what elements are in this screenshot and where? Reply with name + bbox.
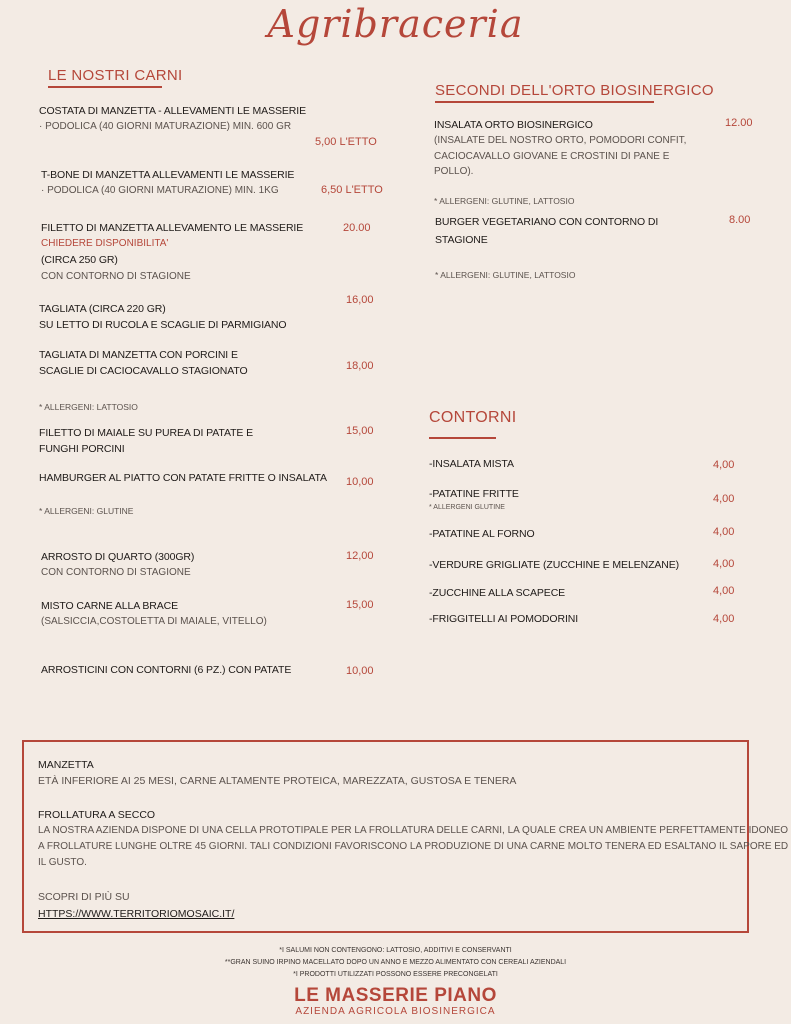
menu-item-price: 15,00 bbox=[346, 425, 374, 437]
allergen-note: * ALLERGENI GLUTINE bbox=[429, 504, 505, 511]
allergen-note: * ALLERGENI: GLUTINE, LATTOSIO bbox=[435, 270, 576, 280]
side-dish-price: 4,00 bbox=[713, 585, 735, 597]
menu-item-name: FILETTO DI MANZETTA ALLEVAMENTO LE MASSERIE bbox=[41, 222, 304, 234]
manzetta-title: MANZETTA bbox=[38, 759, 94, 771]
side-dish-price: 4,00 bbox=[713, 613, 735, 625]
menu-item-weight: (CIRCA 250 GR) bbox=[41, 254, 118, 266]
menu-item-name: BURGER VEGETARIANO CON CONTORNO DI bbox=[435, 216, 659, 228]
footer-note: *I PRODOTTI UTILIZZATI POSSONO ESSERE PRECONGELATI bbox=[293, 971, 498, 978]
side-dish-name: -INSALATA MISTA bbox=[429, 458, 514, 470]
menu-item-name-line2: SCAGLIE DI CACIOCAVALLO STAGIONATO bbox=[39, 365, 248, 377]
manzetta-text: ETÀ INFERIORE AI 25 MESI, CARNE ALTAMENTE PROTEICA, MAREZZATA, GUSTOSA E TENERA bbox=[38, 775, 517, 787]
menu-item-name: ARROSTICINI CON CONTORNI (6 PZ.) CON PATATE bbox=[41, 664, 292, 676]
section-heading-carni bbox=[48, 67, 183, 84]
side-dish-price: 4,00 bbox=[713, 493, 735, 505]
menu-item-name-line2: STAGIONE bbox=[435, 234, 488, 246]
section-heading-label: SECONDI DELL'ORTO BIOSINERGICO bbox=[435, 82, 714, 99]
menu-item-price: 20.00 bbox=[343, 222, 371, 234]
page-title: Agribraceria bbox=[267, 2, 524, 46]
brand-subtitle: AZIENDA AGRICOLA BIOSINERGICA bbox=[295, 1006, 496, 1017]
menu-item-name: TAGLIATA (CIRCA 220 GR) bbox=[39, 303, 166, 315]
menu-item-name: T-BONE DI MANZETTA ALLEVAMENTI LE MASSERIE bbox=[41, 169, 295, 181]
availability-note: CHIEDERE DISPONIBILITA' bbox=[41, 238, 169, 249]
menu-item-price: 6,50 L'ETTO bbox=[321, 184, 383, 196]
menu-item-desc-line: POLLO). bbox=[434, 166, 474, 177]
menu-item-price: 10,00 bbox=[346, 665, 374, 677]
menu-item-desc-line: CACIOCAVALLO GIOVANE E CROSTINI DI PANE E bbox=[434, 151, 670, 162]
footer-note: *I SALUMI NON CONTENGONO: LATTOSIO, ADDITIVI E CONSERVANTI bbox=[279, 947, 512, 954]
frollatura-line: LA NOSTRA AZIENDA DISPONE DI UNA CELLA PROTOTIPALE PER LA FROLLATURA DELLE CARNI, LA QUALE CREA UN AMBIENTE PERFETTAMENTE IDONEO bbox=[38, 825, 789, 836]
menu-item-desc-line: (INSALATE DEL NOSTRO ORTO, POMODORI CONFIT, bbox=[434, 135, 687, 146]
side-dish-name: -VERDURE GRIGLIATE (ZUCCHINE E MELENZANE) bbox=[429, 559, 680, 571]
menu-item-price: 10,00 bbox=[346, 476, 374, 488]
side-dish-name: -ZUCCHINE ALLA SCAPECE bbox=[429, 587, 566, 599]
info-box bbox=[22, 740, 789, 933]
frollatura-title: FROLLATURA A SECCO bbox=[38, 809, 156, 821]
menu-item-sub: CON CONTORNO DI STAGIONE bbox=[41, 271, 191, 282]
section-heading-orto bbox=[435, 82, 714, 99]
menu-item-price: 18,00 bbox=[346, 360, 374, 372]
side-dish-name: -FRIGGITELLI AI POMODORINI bbox=[429, 613, 579, 625]
menu-item-price: 12.00 bbox=[725, 117, 753, 129]
menu-item-price: 8.00 bbox=[729, 214, 751, 226]
side-dish-price: 4,00 bbox=[713, 558, 735, 570]
section-heading-label: LE NOSTRI CARNI bbox=[48, 67, 183, 84]
allergen-note: * ALLERGENI: GLUTINE, LATTOSIO bbox=[434, 196, 575, 206]
section-heading-contorni bbox=[429, 409, 516, 427]
section-heading-label: CONTORNI bbox=[429, 409, 517, 426]
side-dish-name: -PATATINE FRITTE bbox=[429, 488, 519, 500]
heading-underline bbox=[435, 101, 654, 103]
menu-item-sub: (SALSICCIA,COSTOLETTA DI MAIALE, VITELLO) bbox=[41, 616, 267, 627]
side-dish-price: 4,00 bbox=[713, 526, 735, 538]
menu-item-name: COSTATA DI MANZETTA - ALLEVAMENTI LE MASSERIE bbox=[39, 105, 306, 117]
menu-item-sub: · PODOLICA (40 GIORNI MATURAZIONE) MIN. 600 GR bbox=[39, 121, 292, 132]
menu-item-name: HAMBURGER AL PIATTO CON PATATE FRITTE O INSALATA bbox=[39, 472, 327, 484]
allergen-note: * ALLERGENI: GLUTINE bbox=[39, 506, 134, 516]
menu-item-sub: CON CONTORNO DI STAGIONE bbox=[41, 567, 191, 578]
heading-underline bbox=[48, 86, 162, 88]
menu-item-name-line2: FUNGHI PORCINI bbox=[39, 443, 125, 455]
frollatura-line: A FROLLATURE LUNGHE OLTRE 45 GIORNI. TALI CONDIZIONI FAVORISCONO LA PRODUZIONE DI UNA CARNE MOLTO TENERA ED ESALTANO IL SAPORE ED bbox=[38, 841, 789, 852]
menu-item-price: 16,00 bbox=[346, 294, 374, 306]
menu-item-price: 5,00 L'ETTO bbox=[315, 136, 377, 148]
menu-item-price: 12,00 bbox=[346, 550, 374, 562]
menu-item-sub: · PODOLICA (40 GIORNI MATURAZIONE) MIN. 1KG bbox=[41, 185, 279, 196]
heading-underline bbox=[429, 437, 496, 439]
menu-item-name: ARROSTO DI QUARTO (300GR) bbox=[41, 551, 195, 563]
menu-item-name: MISTO CARNE ALLA BRACE bbox=[41, 600, 179, 612]
scopri-label: SCOPRI DI PIÙ SU bbox=[38, 891, 130, 903]
menu-item-name: TAGLIATA DI MANZETTA CON PORCINI E bbox=[39, 349, 238, 361]
frollatura-line: IL GUSTO. bbox=[38, 857, 87, 868]
menu-item-price: 15,00 bbox=[346, 599, 374, 611]
footer-note: **GRAN SUINO IRPINO MACELLATO DOPO UN ANNO E MEZZO ALIMENTATO CON CEREALI AZIENDALI bbox=[224, 959, 567, 966]
menu-item-name: INSALATA ORTO BIOSINERGICO bbox=[434, 119, 593, 131]
menu-item-name: FILETTO DI MAIALE SU PUREA DI PATATE E bbox=[39, 427, 254, 439]
allergen-note: * ALLERGENI: LATTOSIO bbox=[39, 402, 138, 412]
website-link[interactable]: HTTPS://WWW.TERRITORIOMOSAIC.IT/ bbox=[38, 908, 235, 920]
menu-item-name-line2: SU LETTO DI RUCOLA E SCAGLIE DI PARMIGIANO bbox=[39, 319, 287, 331]
brand-name: LE MASSERIE PIANO bbox=[294, 985, 497, 1006]
side-dish-name: -PATATINE AL FORNO bbox=[429, 528, 535, 540]
side-dish-price: 4,00 bbox=[713, 459, 735, 471]
